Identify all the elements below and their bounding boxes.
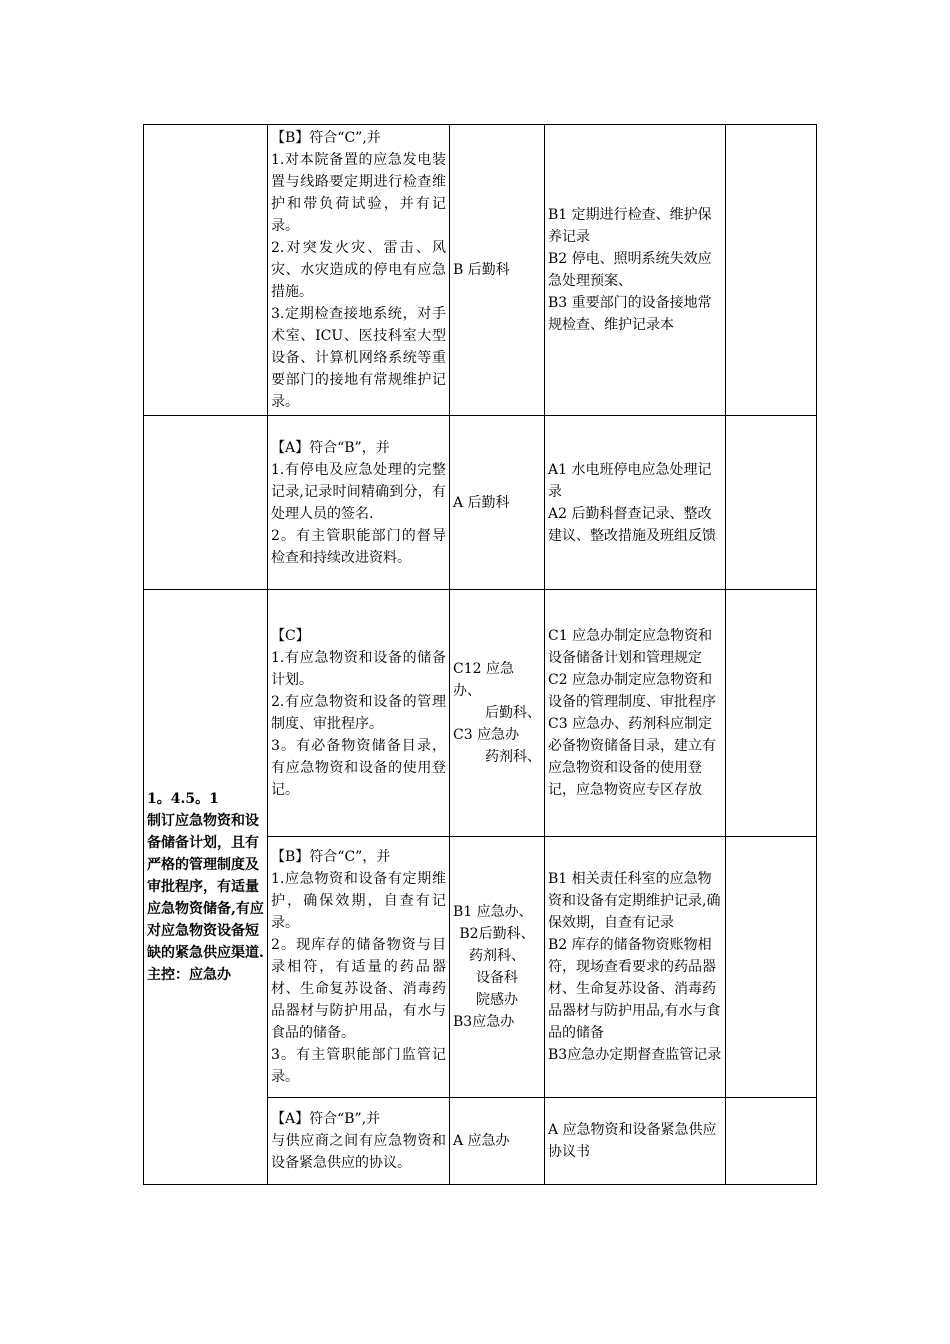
standard-line: 2.有应急物资和设备的管理制度、审批程序。 xyxy=(271,694,446,732)
department-line: 药剂科、 xyxy=(469,948,525,964)
item-cell xyxy=(144,416,268,590)
item-code: 1。4.5。1 xyxy=(147,791,219,807)
standard-line: 1.对本院备置的应急发电装置与线路要定期进行检查维护和带负荷试验，并有记录。 xyxy=(271,152,446,234)
standard-cell xyxy=(268,837,450,1098)
department-cell xyxy=(450,125,545,416)
department-line: 设备科 xyxy=(476,970,518,986)
standard-line: 【A】符合“B”，并 xyxy=(271,439,390,456)
department-line: 后勤科、 xyxy=(485,705,541,721)
item-cell xyxy=(144,590,268,1185)
department-cell xyxy=(450,416,545,590)
department-cell xyxy=(450,590,545,837)
standard-cell xyxy=(268,416,450,590)
table-row xyxy=(144,416,817,590)
standard-cell xyxy=(268,590,450,837)
item-owner: 主控：应急办 xyxy=(147,967,231,983)
item-title: 制订应急物资和设备储备计划，且有严格的管理制度及审批程序，有适量应急物资储备,有应对应急物资设备短缺的紧急供应渠道. xyxy=(147,813,264,961)
standard-line: 【B】符合“C”,并 xyxy=(271,130,381,146)
item-cell xyxy=(144,125,268,416)
evidence-cell xyxy=(545,1098,726,1185)
evidence-cell xyxy=(545,125,726,416)
evidence-cell xyxy=(545,590,726,837)
evidence-line: B3应急办定期督查监管记录 xyxy=(548,1047,722,1063)
department-line: B1 应急办、 xyxy=(453,904,533,920)
standard-line: 3。有必备物资储备目录，有应急物资和设备的使用登记。 xyxy=(271,738,446,798)
evidence-line: C2 应急办制定应急物资和设备的管理制度、审批程序 xyxy=(548,672,716,710)
department-line: B3应急办 xyxy=(453,1014,515,1030)
department-line: B2后勤科、 xyxy=(459,926,535,942)
evidence-line: A2 后勤科督查记录、整改建议、整改措施及班组反馈 xyxy=(548,505,716,544)
evidence-line: C1 应急办制定应急物资和设备储备计划和管理规定 xyxy=(548,628,713,666)
standard-line: 2。有主管职能部门的督导检查和持续改进资料。 xyxy=(271,527,446,566)
standard-line: 【B】符合“C”，并 xyxy=(271,849,391,865)
standard-line: 1.应急物资和设备有定期维护，确保效期，自查有记录。 xyxy=(271,871,446,931)
evidence-cell xyxy=(545,416,726,590)
standard-line: 2。现库存的储备物资与目录相符，有适量的药品器材、生命复苏设备、消毒药品器材与防护用品，有水与食品的储备。 xyxy=(271,937,446,1041)
standard-line: 3.定期检查接地系统，对手术室、ICU、医技科室大型设备、计算机网络系统等重要部门的接地有常规维护记录。 xyxy=(271,306,446,410)
department-line: A 后勤科 xyxy=(453,494,510,511)
standard-line: 【A】符合“B”,并 xyxy=(271,1111,381,1127)
evidence-line: A1 水电班停电应急处理记录 xyxy=(548,461,712,500)
evidence-line: B2 库存的储备物资账物相符，现场查看要求的药品器材、生命复苏设备、消毒药品器材与防护用品,有水与食品的储备 xyxy=(548,937,721,1041)
evidence-line: B1 相关责任科室的应急物资和设备有定期维护记录,确保效期，自查有记录 xyxy=(548,871,721,931)
evidence-cell xyxy=(545,837,726,1098)
department-cell xyxy=(450,837,545,1098)
department-line: B 后勤科 xyxy=(453,262,510,278)
notes-cell xyxy=(726,125,817,416)
department-line: C3 应急办 xyxy=(453,727,520,743)
standard-line: 【C】 xyxy=(271,628,310,644)
table-row xyxy=(144,590,817,837)
department-line: C12 应急办、 xyxy=(453,661,514,699)
standards-table xyxy=(143,124,817,1185)
notes-cell xyxy=(726,837,817,1098)
evidence-line: B3 重要部门的设备接地常规检查、维护记录本 xyxy=(548,295,712,333)
notes-cell xyxy=(726,1098,817,1185)
standard-line: 1.有应急物资和设备的储备计划。 xyxy=(271,650,446,688)
evidence-line: C3 应急办、药剂科应制定必备物资储备目录，建立有应急物资和设备的使用登记，应急物资应专区存放 xyxy=(548,716,716,798)
notes-cell xyxy=(726,590,817,837)
standard-line: 3。有主管职能部门监管记录。 xyxy=(271,1047,446,1085)
standard-line: 与供应商之间有应急物资和设备紧急供应的协议。 xyxy=(271,1133,446,1171)
standard-line: 1.有停电及应急处理的完整记录,记录时间精确到分，有处理人员的签名. xyxy=(271,461,446,522)
department-line: 药剂科、 xyxy=(485,749,541,765)
standard-line: 2.对突发火灾、雷击、风灾、水灾造成的停电有应急措施。 xyxy=(271,240,446,300)
table-row xyxy=(144,125,817,416)
evidence-line: A 应急物资和设备紧急供应协议书 xyxy=(548,1122,717,1160)
department-line: A 应急办 xyxy=(453,1133,510,1149)
department-cell xyxy=(450,1098,545,1185)
standard-cell xyxy=(268,125,450,416)
department-line: 院感办 xyxy=(476,992,518,1008)
notes-cell xyxy=(726,416,817,590)
evidence-line: B2 停电、照明系统失效应急处理预案、 xyxy=(548,251,712,289)
evidence-line: B1 定期进行检查、维护保养记录 xyxy=(548,207,712,245)
standard-cell xyxy=(268,1098,450,1185)
